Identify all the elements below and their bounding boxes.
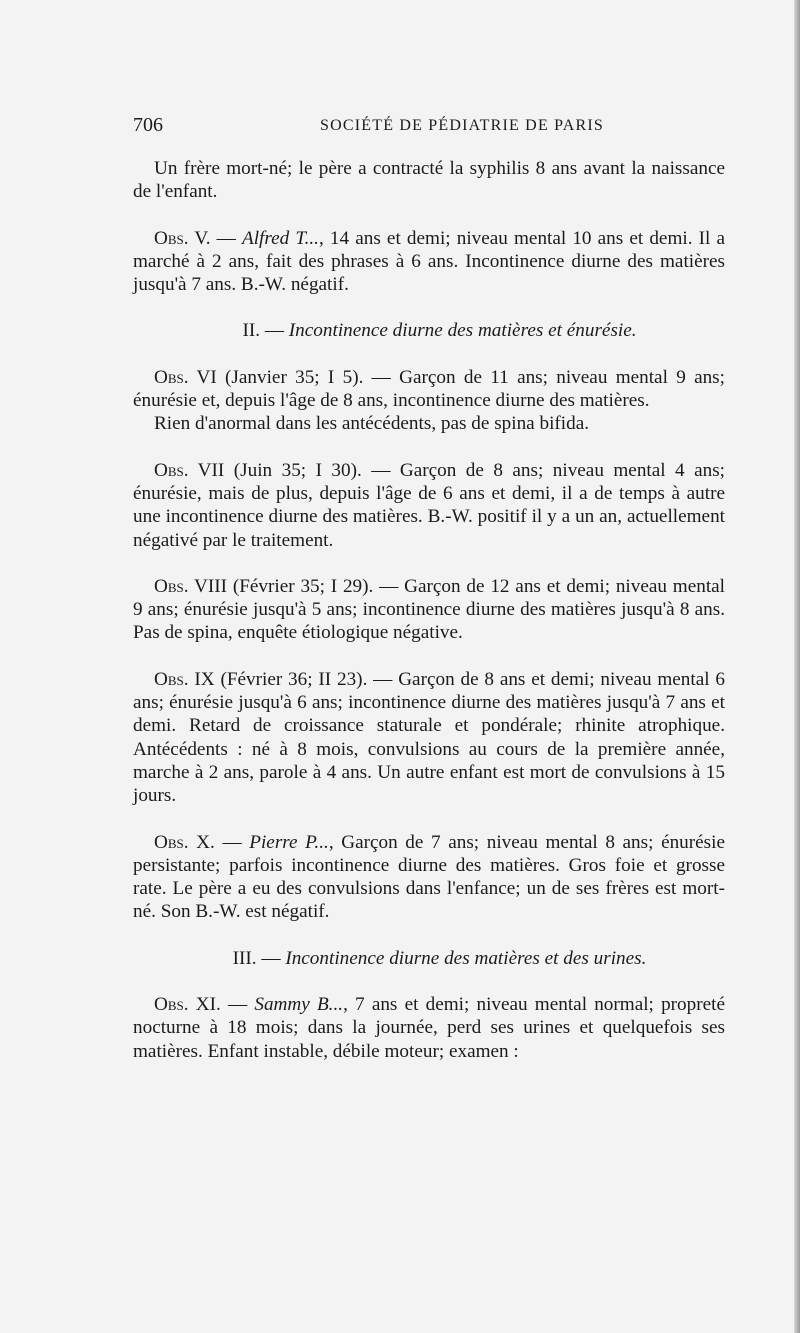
obs-label: Obs. XI.	[154, 994, 221, 1016]
section-number: III.	[232, 947, 257, 969]
patient-name: Sammy B...	[254, 994, 344, 1016]
obs-text: , 14 ans et demi; niveau mental 10 ans et demi. Il a marché à 2 ans, fait des phrases à 6 ans. Incontinence diurne des matières jusqu'à 7 ans. B.-W. négatif.	[133, 227, 725, 296]
dash: —	[256, 947, 286, 969]
obs-label: Obs. VII	[154, 459, 225, 481]
section-number: II.	[242, 320, 261, 342]
dash: —	[220, 994, 255, 1016]
section-title: Incontinence diurne des matières et énurésie.	[288, 320, 637, 342]
paragraph-obs-9	[133, 668, 725, 808]
paragraph-obs-7	[133, 459, 725, 552]
obs-label: Obs. VIII	[154, 575, 228, 597]
obs-label: Obs. X.	[154, 831, 215, 853]
obs-text: (Janvier 35; I 5). — Garçon de 11 ans; niveau mental 9 ans; énurésie et, depuis l'âge de 8 ans, incontinence diurne des matières.	[133, 366, 725, 412]
paragraph-obs-10	[133, 831, 725, 924]
page-number: 706	[133, 114, 163, 136]
obs-label: Obs. IX	[154, 668, 215, 690]
dash: —	[214, 831, 250, 853]
paragraph-obs-11	[133, 993, 725, 1063]
dash: —	[260, 320, 289, 342]
obs-text: (Juin 35; I 30). — Garçon de 8 ans; niveau mental 4 ans; énurésie, mais de plus, depuis l'âge de 6 ans et demi, il a de temps à autre une incontinence diurne des matières. B.-W. positif il y a un an, actuellement négativé par le traitement.	[133, 459, 725, 551]
body-text	[133, 157, 725, 1063]
section-title: Incontinence diurne des matières et des urines.	[285, 947, 647, 969]
paragraph-intro: Un frère mort-né; le père a contracté la syphilis 8 ans avant la naissance de l'enfant.	[133, 158, 725, 203]
paragraph-obs-5	[133, 227, 725, 297]
obs-text: , Garçon de 7 ans; niveau mental 8 ans; énurésie persistante; parfois incontinence diurne des matières. Gros foie et grosse rate. Le père a eu des convulsions dans l'enfance; un de ses frères est mort-né. Son B.-W. est négatif.	[133, 831, 725, 923]
running-title: SOCIÉTÉ DE PÉDIATRIE DE PARIS	[320, 117, 604, 134]
section-heading-2	[133, 319, 725, 342]
paragraph-obs-8	[133, 575, 725, 645]
obs-text: (Février 35; I 29). — Garçon de 12 ans et demi; niveau mental 9 ans; énurésie jusqu'à 5 ans; incontinence diurne des matières jusqu'à 8 ans. Pas de spina, enquête étiologique négative.	[133, 575, 726, 644]
patient-name: Pierre P...	[249, 831, 329, 853]
obs-label: Obs. V.	[154, 227, 211, 249]
page-header	[133, 114, 723, 140]
page-edge-shadow	[794, 0, 800, 1333]
obs-label: Obs. VI	[154, 366, 217, 388]
obs-text: , 7 ans et demi; niveau mental normal; propreté nocturne à 18 mois; dans la journée, perd ses urines et quelquefois ses matières. Enfant instable, débile moteur; examen :	[133, 994, 725, 1062]
paragraph-obs-6	[133, 366, 725, 413]
section-heading-3	[133, 947, 725, 970]
obs-text: (Février 36; II 23). — Garçon de 8 ans et demi; niveau mental 6 ans; énurésie jusqu'à 6 ans; incontinence diurne des matières jusqu'à 7 ans et demi. Retard de croissance staturale et pondérale; rhinite atrophique. Antécédents : né à 8 mois, convulsions au cours de la première année, marche à 2 ans, parole à 4 ans. Un autre enfant est mort de convulsions à 15 jours.	[133, 668, 725, 807]
paragraph-obs-6-cont: Rien d'anormal dans les antécédents, pas de spina bifida.	[154, 413, 590, 435]
dash: —	[210, 227, 242, 249]
patient-name: Alfred T...	[241, 227, 319, 249]
